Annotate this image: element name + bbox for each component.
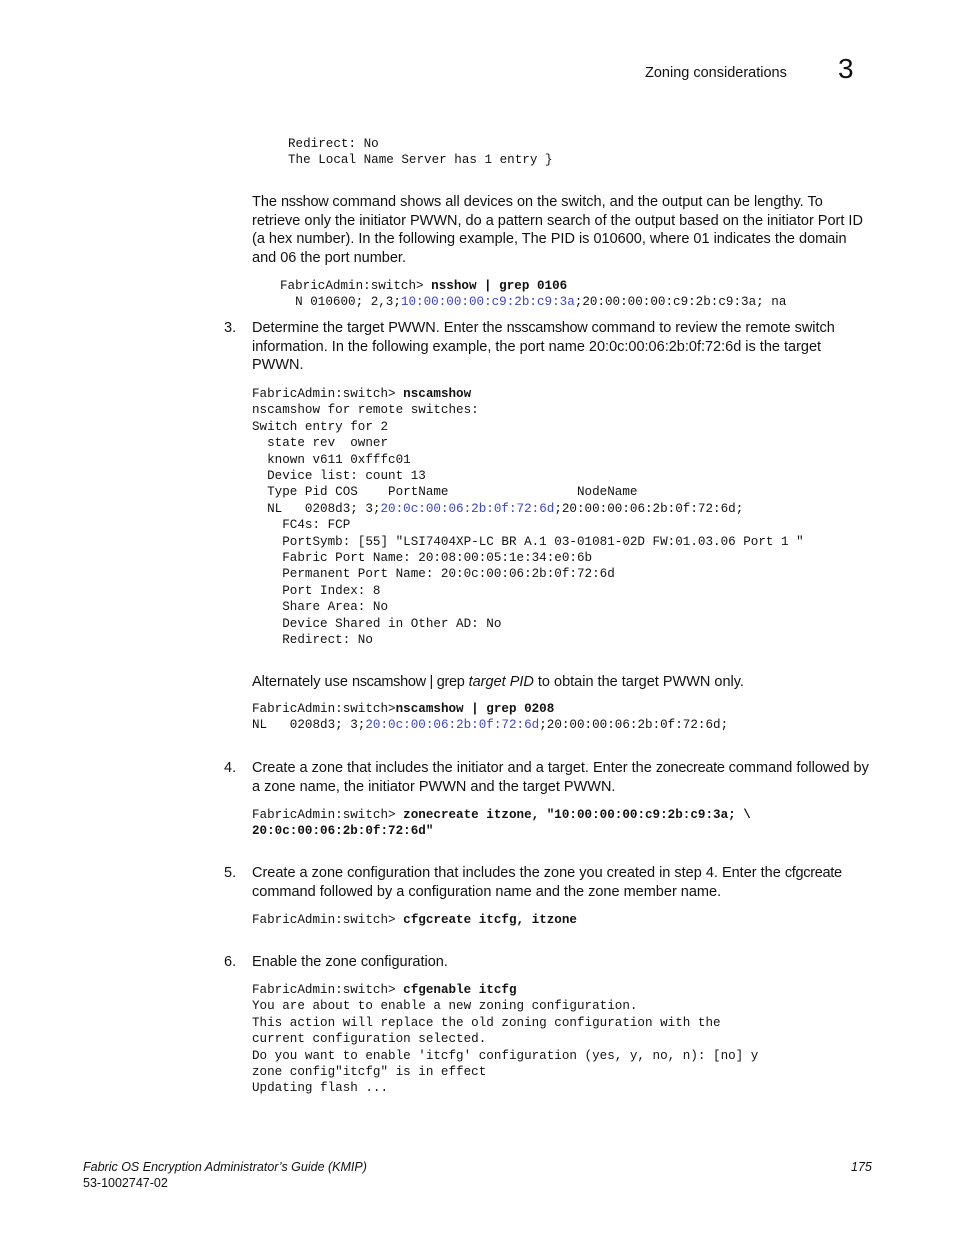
- code-line: Do you want to enable 'itcfg' configuration (yes, y, no, n): [no] y: [252, 1048, 759, 1063]
- document-title: Fabric OS Encryption Administrator’s Guide (KMIP): [83, 1160, 367, 1174]
- chapter-number: 3: [838, 53, 854, 84]
- command-input: zonecreate itzone, "10:00:00:00:c9:2b:c9:3a; \: [403, 808, 751, 822]
- command-argument: target PID: [468, 674, 534, 690]
- command-input: cfgenable itcfg: [403, 983, 517, 997]
- step-number: 4.: [224, 760, 237, 776]
- command-name: zonecreate: [655, 760, 725, 776]
- code-line: nscamshow for remote switches:: [252, 403, 479, 418]
- code-block-cfgenable: [252, 982, 758, 1097]
- command-input: cfgcreate itcfg, itzone: [403, 913, 577, 927]
- code-line: Port Index: 8: [252, 583, 381, 598]
- paragraph-text: command shows all devices on the switch, and the output can be lengthy. To retrieve only the initiator PWWN, do a pattern search of the output based on the initiator Port ID (a hex number). In the following example, The PID is 010600, where 01 indicates the domain and 06 the port number.: [252, 194, 863, 267]
- command-input: nsshow | grep 0106: [431, 279, 568, 293]
- code-line: PortSymb: [55] "LSI7404XP-LC BR A.1 03-01081-02D FW:01.03.06 Port 1 ": [252, 534, 804, 549]
- code-line: Device list: count 13: [252, 469, 426, 484]
- paragraph-nsshow: [252, 193, 866, 268]
- code-line: You are about to enable a new zoning configuration.: [252, 999, 638, 1014]
- prompt: FabricAdmin:switch>: [252, 913, 404, 927]
- code-line: Device Shared in Other AD: No: [252, 616, 502, 631]
- paragraph-text: to obtain the target PWWN only.: [533, 674, 744, 690]
- prompt: FabricAdmin:switch>: [252, 387, 404, 401]
- running-header-title: Zoning considerations: [645, 65, 787, 81]
- part-number: 53-1002747-02: [83, 1175, 168, 1190]
- step-4-text: [252, 759, 870, 796]
- prompt: FabricAdmin:switch>: [252, 983, 404, 997]
- code-output: ;20:00:00:06:2b:0f:72:6d;: [554, 501, 744, 516]
- paragraph-text: Alternately use: [252, 674, 352, 690]
- paragraph-text: command followed by a zone name, the initiator PWWN and the target PWWN.: [252, 760, 869, 795]
- code-line: current configuration selected.: [252, 1032, 487, 1047]
- command-name: nsshow: [281, 194, 329, 210]
- code-line: state rev owner: [252, 436, 389, 451]
- command-input: 20:0c:00:06:2b:0f:72:6d": [252, 824, 434, 839]
- code-line: Fabric Port Name: 20:08:00:05:1e:34:e0:6b: [252, 551, 593, 566]
- pwwn-link[interactable]: 20:0c:00:06:2b:0f:72:6d: [365, 718, 540, 733]
- code-block-zonecreate: [252, 807, 751, 840]
- pwwn-link[interactable]: 20:0c:00:06:2b:0f:72:6d: [380, 501, 555, 516]
- prompt: FabricAdmin:switch>: [252, 702, 396, 716]
- code-line: Share Area: No: [252, 600, 389, 615]
- code-line: Switch entry for 2: [252, 419, 389, 434]
- command-name: cfgcreate: [784, 865, 842, 881]
- code-output: N 010600; 2,3;: [287, 295, 401, 310]
- step-number: 5.: [224, 865, 237, 881]
- code-line: Type Pid COS PortName NodeName: [252, 485, 638, 500]
- command-input: nscamshow: [403, 387, 472, 401]
- code-output: ;20:00:00:00:c9:2b:c9:3a; na: [574, 295, 787, 310]
- code-output: NL 0208d3; 3;: [252, 501, 381, 516]
- paragraph-text: command to review the remote switch information. In the following example, the port name 20:0c:00:06:2b:0f:72:6d is the target PWWN.: [252, 320, 835, 374]
- paragraph-text: The: [252, 194, 282, 210]
- code-block-ls-tail: [288, 136, 553, 169]
- command-name: nsscamshow: [506, 320, 588, 336]
- command-input: nscamshow | grep 0208: [395, 702, 555, 716]
- pwwn-link[interactable]: 10:00:00:00:c9:2b:c9:3a: [400, 295, 575, 310]
- command-name: nscamshow | grep: [351, 674, 465, 690]
- step-6-text: Enable the zone configuration.: [252, 954, 448, 970]
- paragraph-text: Create a zone that includes the initiator and a target. Enter the: [252, 760, 656, 776]
- paragraph-text: Determine the target PWWN. Enter the: [252, 320, 507, 336]
- code-block-nsshow: [280, 278, 786, 311]
- code-line: The Local Name Server has 1 entry }: [288, 153, 553, 168]
- code-line: Permanent Port Name: 20:0c:00:06:2b:0f:72:6d: [252, 567, 615, 582]
- code-line: This action will replace the old zoning configuration with the: [252, 1015, 721, 1030]
- page-number: 175: [851, 1160, 872, 1174]
- code-line: zone config"itcfg" is in effect: [252, 1065, 487, 1080]
- step-number: 6.: [224, 954, 237, 970]
- paragraph-text: command followed by a configuration name and the zone member name.: [252, 883, 722, 900]
- paragraph-text: Create a zone configuration that includes the zone you created in step 4. Enter the: [252, 865, 785, 881]
- step-3-text: [252, 319, 866, 375]
- step-number: 3.: [224, 320, 237, 336]
- code-output: ;20:00:00:06:2b:0f:72:6d;: [539, 718, 729, 733]
- code-line: Updating flash ...: [252, 1081, 389, 1096]
- code-line: FC4s: FCP: [252, 518, 351, 533]
- code-line: Redirect: No: [252, 633, 373, 648]
- prompt: FabricAdmin:switch>: [252, 808, 404, 822]
- code-line: Redirect: No: [288, 137, 379, 151]
- footer-left: [83, 1160, 367, 1191]
- code-block-nscamshow: [252, 386, 804, 649]
- code-block-cfgcreate: [252, 912, 577, 928]
- code-line: known v611 0xfffc01: [252, 452, 411, 467]
- prompt: FabricAdmin:switch>: [280, 279, 432, 293]
- code-output: NL 0208d3; 3;: [252, 718, 366, 733]
- step-5-text: [252, 864, 866, 901]
- paragraph-alternate: [252, 673, 866, 692]
- code-block-grep: [252, 701, 728, 734]
